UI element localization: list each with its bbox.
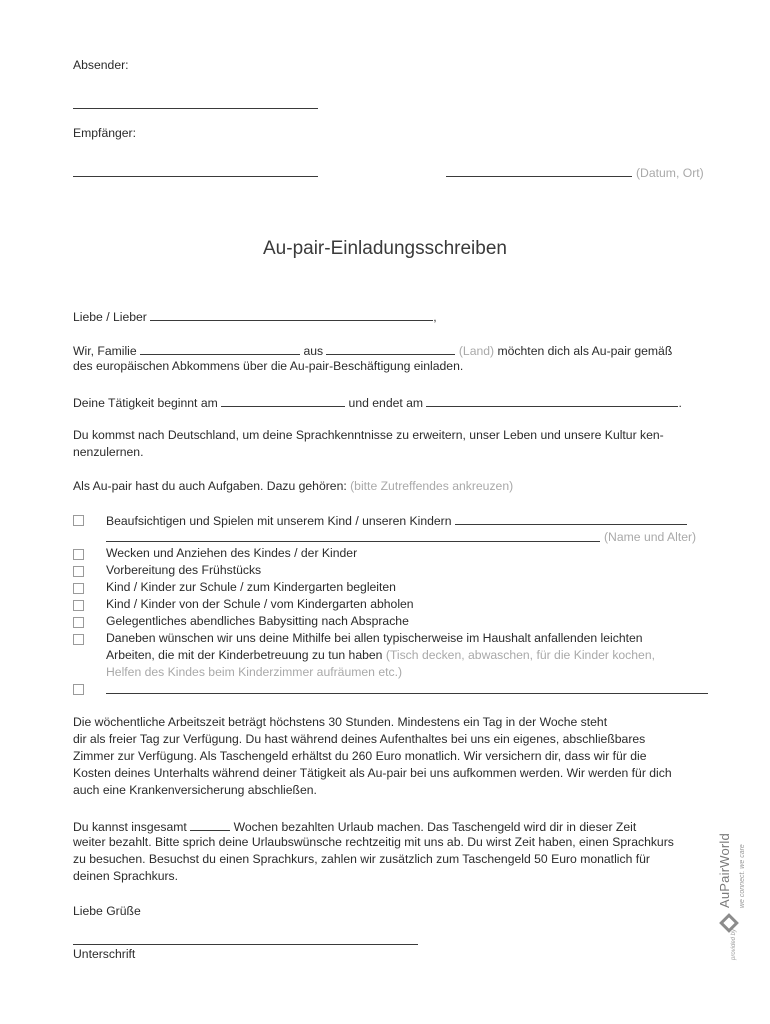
land-hint: (Land)	[458, 344, 495, 358]
family-middle: aus	[303, 344, 324, 358]
provider-branding	[712, 800, 748, 960]
recipient-label: Empfänger:	[73, 126, 137, 140]
greeting-line	[73, 307, 437, 326]
dates-prefix: Deine Tätigkeit beginnt am	[73, 396, 218, 410]
greeting-prefix: Liebe / Lieber	[73, 310, 147, 324]
brand-tagline: we connect. we care	[739, 844, 746, 908]
task-5: Kind / Kinder von der Schule / vom Kindergarten abholen	[106, 597, 414, 611]
other-task-line[interactable]	[106, 693, 708, 694]
children-names-line[interactable]	[106, 541, 600, 542]
task-1	[106, 511, 687, 530]
task-checkbox-other[interactable]	[73, 684, 84, 695]
land-blank[interactable]	[326, 341, 455, 355]
task-checkbox-4[interactable]	[73, 583, 84, 594]
conditions-line-3: Zimmer zur Verfügung. Als Taschengeld erhältst du 260 Euro monatlich. Wir versichern dir, dass wir für die	[73, 749, 647, 763]
provided-by-text: provided by	[731, 928, 737, 960]
end-date-blank[interactable]	[426, 393, 678, 407]
sender-line[interactable]	[73, 108, 318, 109]
family-suffix: möchten dich als Au-pair gemäß	[497, 344, 673, 358]
intro-line-2: nenzulernen.	[73, 445, 144, 459]
conditions-line-2: dir als freier Tag zur Verfügung. Du hast während deines Aufenthaltes bei uns ein eigenes, abschließbares	[73, 732, 646, 746]
dates-suffix: .	[678, 396, 682, 410]
vacation-line-3: zu besuchen. Besuchst du einen Sprachkurs, zahlen wir zusätzlich zum Taschengeld 50 Euro monatlich für	[73, 852, 650, 866]
task-7-text-2: Arbeiten, die mit der Kinderbetreuung zu tun haben	[106, 648, 383, 662]
vacation-line-4: deinen Sprachkurs.	[73, 869, 179, 883]
task-7-line-1: Daneben wünschen wir uns deine Mithilfe bei allen typischerweise im Haushalt anfallenden leichten	[106, 631, 643, 645]
task-6: Gelegentliches abendliches Babysitting nach Absprache	[106, 614, 409, 628]
tasks-intro-hint: (bitte Zutreffendes ankreuzen)	[350, 479, 514, 493]
dates-line	[73, 393, 682, 412]
task-checkbox-6[interactable]	[73, 617, 84, 628]
task-checkbox-1[interactable]	[73, 515, 84, 526]
conditions-line-4: Kosten deines Unterhalts während deiner Tätigkeit als Au-pair bei uns aufkommen werden. Wir werden für dich	[73, 766, 672, 780]
vacation-weeks-blank[interactable]	[190, 817, 230, 831]
task-7-line-2	[106, 647, 655, 664]
tasks-intro-text: Als Au-pair hast du auch Aufgaben. Dazu gehören:	[73, 479, 347, 493]
start-date-blank[interactable]	[221, 393, 345, 407]
task-4: Kind / Kinder zur Schule / zum Kindergarten begleiten	[106, 580, 396, 594]
task-7-hint-2: (Tisch decken, abwaschen, für die Kinder kochen,	[385, 648, 656, 662]
children-names-hint: (Name und Alter)	[604, 530, 697, 544]
task-1-label: Beaufsichtigen und Spielen mit unserem Kind / unseren Kindern	[106, 514, 452, 528]
greeting-suffix: ,	[433, 310, 437, 324]
sender-label: Absender:	[73, 58, 129, 72]
conditions-line-1: Die wöchentliche Arbeitszeit beträgt höchstens 30 Stunden. Mindestens ein Tag in der Woche steht	[73, 715, 608, 729]
tasks-intro	[73, 478, 513, 495]
document-title: Au-pair-Einladungsschreiben	[263, 238, 507, 259]
vacation-suffix: Wochen bezahlten Urlaub machen. Das Taschengeld wird dir in dieser Zeit	[233, 820, 637, 834]
task-3: Vorbereitung des Frühstücks	[106, 563, 262, 577]
vacation-prefix: Du kannst insgesamt	[73, 820, 187, 834]
vacation-line-2: weiter bezahlt. Bitte sprich deine Urlaubswünsche rechtzeitig mit uns ab. Du wirst Zeit haben, einen Sprachkurs	[73, 835, 674, 849]
task-checkbox-2[interactable]	[73, 549, 84, 560]
family-name-blank[interactable]	[140, 341, 300, 355]
brand-name: AuPairWorld	[717, 833, 732, 908]
date-place-hint: (Datum, Ort)	[636, 166, 704, 180]
task-checkbox-7[interactable]	[73, 634, 84, 645]
task-checkbox-3[interactable]	[73, 566, 84, 577]
family-prefix: Wir, Familie	[73, 344, 137, 358]
task-checkbox-5[interactable]	[73, 600, 84, 611]
recipient-line[interactable]	[73, 176, 318, 177]
conditions-line-5: auch eine Krankenversicherung abschließen.	[73, 783, 317, 797]
recipient-name-blank[interactable]	[150, 307, 433, 321]
signature-label: Unterschrift	[73, 947, 136, 961]
children-blank[interactable]	[455, 511, 687, 525]
closing: Liebe Grüße	[73, 904, 141, 918]
date-place-line[interactable]	[446, 176, 632, 177]
dates-middle: und endet am	[348, 396, 424, 410]
task-7-hint-3: Helfen des Kindes beim Kinderzimmer aufräumen etc.)	[106, 665, 403, 679]
signature-line[interactable]	[73, 944, 418, 945]
family-line-2: des europäischen Abkommens über die Au-pair-Beschäftigung einladen.	[73, 359, 464, 373]
task-2: Wecken und Anziehen des Kindes / der Kinder	[106, 546, 358, 560]
intro-line-1: Du kommst nach Deutschland, um deine Sprachkenntnisse zu erweitern, unser Leben und unsere Kultur ken-	[73, 428, 664, 442]
